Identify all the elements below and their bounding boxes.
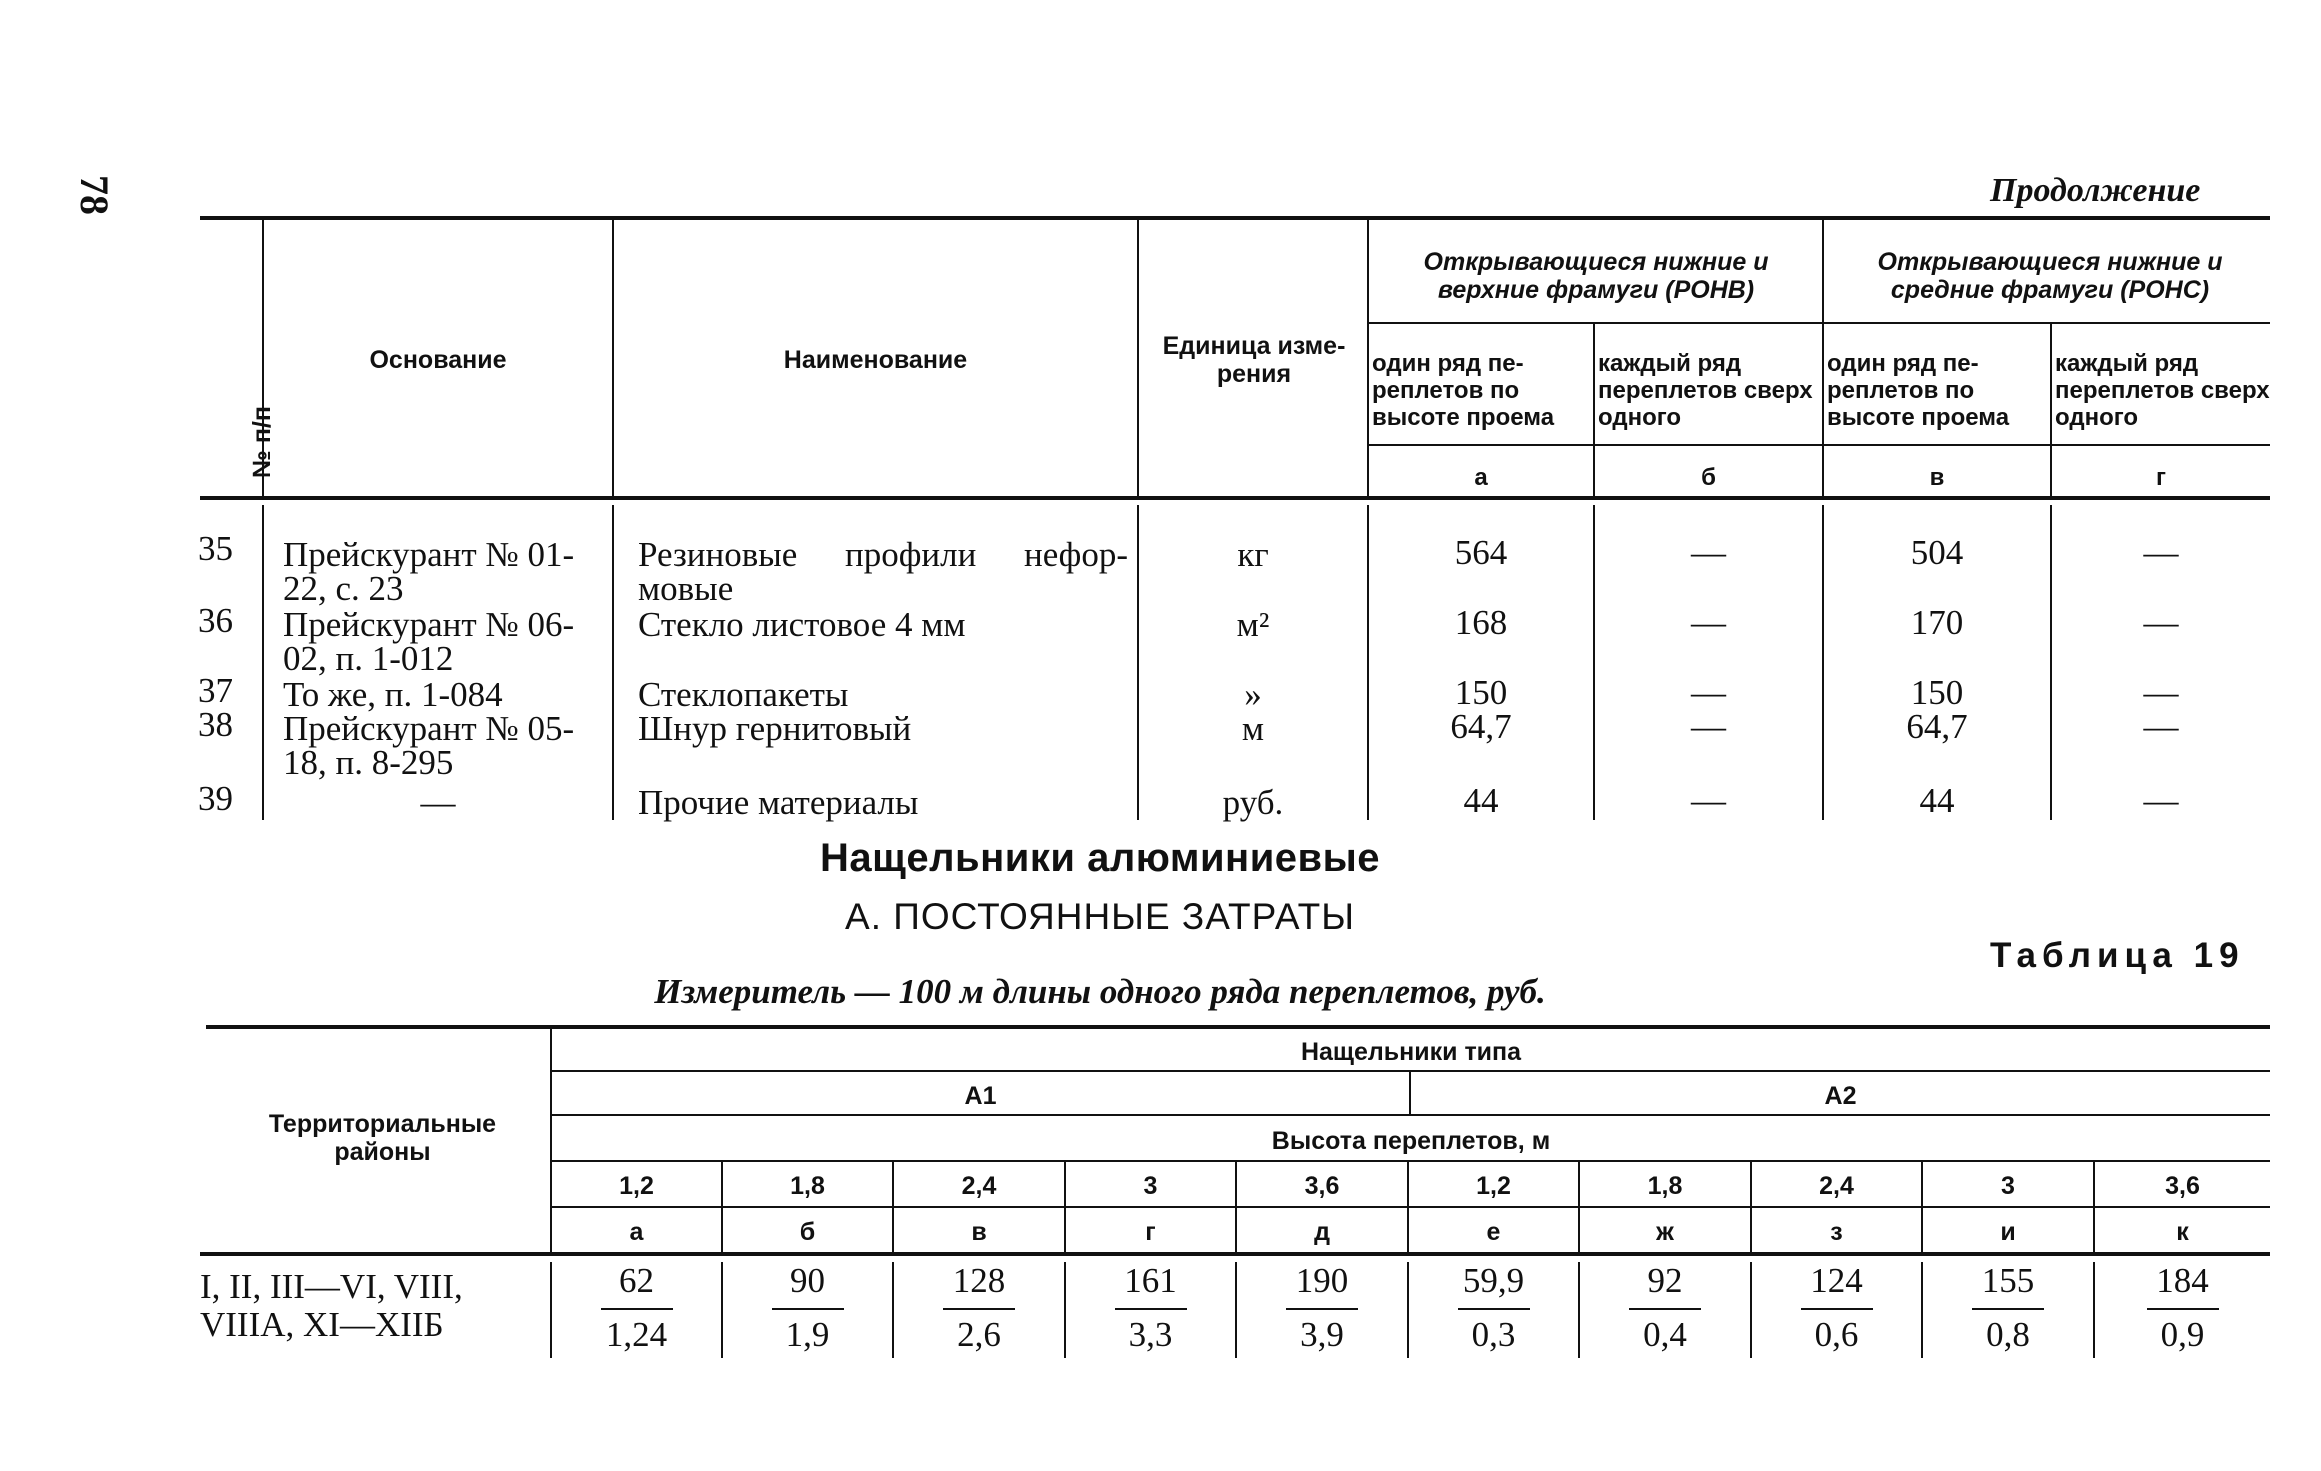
col-letter-g: г xyxy=(2156,464,2166,491)
row-name: Стеклопакеты xyxy=(638,675,849,714)
denominator: 0,3 xyxy=(1471,1315,1516,1354)
table1-header-bottom-rule xyxy=(200,496,2270,500)
table2-rule xyxy=(552,1206,2270,1208)
fraction-bar xyxy=(1801,1308,1873,1310)
row-name: Резиновые профили нефор- мовые xyxy=(638,535,1128,608)
cell-g: — xyxy=(2143,673,2179,712)
fraction-bar xyxy=(601,1308,673,1310)
row-basis: — xyxy=(420,783,456,822)
section-title: Нащельники алюминиевые xyxy=(819,836,1381,880)
row-unit: руб. xyxy=(1222,783,1284,822)
fraction-cell xyxy=(1409,1262,1578,1354)
row-name: Прочие материалы xyxy=(638,783,919,822)
fraction-cell xyxy=(2095,1262,2270,1354)
fraction-cell xyxy=(894,1262,1064,1354)
fraction-cell xyxy=(1923,1262,2093,1354)
row-number: 37 xyxy=(198,671,233,710)
row-unit: м² xyxy=(1236,605,1270,644)
fraction-bar xyxy=(1286,1308,1358,1310)
row-basis: Прейскурант № 01- 22, с. 23 xyxy=(283,535,575,608)
denominator: 1,9 xyxy=(785,1315,830,1354)
header-sub-one-row: один ряд пе- реплетов по высоте проема xyxy=(1372,350,1555,431)
header-sub-each-row: каждый ряд переплетов сверх одного xyxy=(2055,350,2270,431)
table-label: Таблица 19 xyxy=(1990,936,2245,975)
cell-a: 64,7 xyxy=(1450,707,1512,746)
numerator: 155 xyxy=(1981,1261,2035,1300)
cell-v: 150 xyxy=(1910,673,1964,712)
fraction-cell xyxy=(1580,1262,1750,1354)
table2-rule xyxy=(552,1070,2270,1072)
table1-vline xyxy=(1137,220,1139,496)
cell-v: 44 xyxy=(1919,781,1955,820)
height-value: 1,2 xyxy=(619,1172,654,1200)
fraction-cell xyxy=(1066,1262,1235,1354)
header-name: Наименование xyxy=(783,346,968,374)
header-basis: Основание xyxy=(369,346,507,374)
numerator: 90 xyxy=(790,1261,825,1300)
header-a1: А1 xyxy=(964,1082,997,1110)
header-a2: А2 xyxy=(1824,1082,1857,1110)
numerator: 190 xyxy=(1295,1261,1349,1300)
denominator: 0,6 xyxy=(1814,1315,1859,1354)
row-number: 38 xyxy=(198,705,233,744)
row-basis: То же, п. 1-084 xyxy=(283,675,503,714)
cell-b: — xyxy=(1691,707,1726,746)
table1-vline xyxy=(262,505,264,820)
col-letter-a: а xyxy=(1474,464,1488,491)
height-value: 1,8 xyxy=(1647,1172,1683,1200)
col-letter-v: в xyxy=(1929,464,1945,491)
cell-g: — xyxy=(2143,603,2179,642)
cell-b: — xyxy=(1691,673,1726,712)
col-letter: и xyxy=(2000,1218,2016,1246)
cell-g: — xyxy=(2143,533,2179,572)
height-value: 1,2 xyxy=(1476,1172,1511,1200)
denominator: 0,9 xyxy=(2160,1315,2205,1354)
col-letter: г xyxy=(1145,1218,1156,1246)
table2-rule xyxy=(552,1114,2270,1116)
row-number: 36 xyxy=(198,601,233,640)
col-letter: е xyxy=(1486,1218,1501,1246)
height-value: 3 xyxy=(2001,1172,2015,1200)
header-sub-each-row: каждый ряд переплетов сверх одного xyxy=(1598,350,1813,431)
fraction-bar xyxy=(1629,1308,1701,1310)
row-basis: Прейскурант № 05- 18, п. 8-295 xyxy=(283,709,575,782)
row-name: Стекло листовое 4 мм xyxy=(638,605,966,644)
table1-vline xyxy=(1822,220,1824,496)
cell-a: 564 xyxy=(1454,533,1508,572)
header-height: Высота переплетов, м xyxy=(1271,1127,1551,1155)
page-number: 78 xyxy=(72,175,117,215)
row-name: Шнур гернитовый xyxy=(638,709,912,748)
numerator: 184 xyxy=(2156,1261,2209,1300)
height-value: 3,6 xyxy=(1304,1172,1340,1200)
section-subtitle: А. ПОСТОЯННЫЕ ЗАТРАТЫ xyxy=(845,896,1355,937)
cell-b: — xyxy=(1691,533,1726,572)
col-letter: ж xyxy=(1656,1218,1674,1246)
height-value: 3,6 xyxy=(2165,1172,2200,1200)
fraction-bar xyxy=(943,1308,1015,1310)
cell-a: 150 xyxy=(1454,673,1508,712)
table2-rule xyxy=(552,1160,2270,1162)
row-unit: » xyxy=(1244,675,1262,714)
numerator: 62 xyxy=(619,1261,654,1300)
cell-b: — xyxy=(1691,781,1726,820)
cell-v: 170 xyxy=(1910,603,1964,642)
col-letter: а xyxy=(629,1218,644,1246)
table1-group-rule xyxy=(1369,322,2270,324)
header-group-ronv: Открывающиеся нижние и верхние фрамуги (РОНВ) xyxy=(1423,248,1769,304)
numerator: 59,9 xyxy=(1462,1261,1525,1300)
col-letter-b: б xyxy=(1701,464,1716,491)
denominator: 3,9 xyxy=(1300,1315,1344,1354)
measure-caption: Измеритель — 100 м длины одного ряда переплетов, руб. xyxy=(654,972,1546,1011)
row-number: 39 xyxy=(198,779,233,818)
region-label: I, II, III—VI, VIII, VIIIA, XI—XIIБ xyxy=(200,1267,463,1344)
fraction-bar xyxy=(2147,1308,2219,1310)
height-value: 1,8 xyxy=(790,1172,825,1200)
cell-v: 504 xyxy=(1910,533,1964,572)
row-unit: кг xyxy=(1237,535,1269,574)
header-group-rons: Открывающиеся нижние и средние фрамуги (РОНС) xyxy=(1877,248,2223,304)
fraction-bar xyxy=(1972,1308,2044,1310)
numerator: 128 xyxy=(952,1261,1006,1300)
table2-header-bottom-rule xyxy=(200,1252,2270,1256)
cell-g: — xyxy=(2143,781,2179,820)
fraction-bar xyxy=(1458,1308,1530,1310)
fraction-cell xyxy=(552,1262,721,1354)
denominator: 2,6 xyxy=(957,1315,1001,1354)
height-value: 2,4 xyxy=(1819,1172,1854,1200)
numerator: 124 xyxy=(1810,1261,1863,1300)
denominator: 1,24 xyxy=(605,1315,668,1354)
table1-vline xyxy=(1367,220,1369,496)
table1-sub-rule xyxy=(1369,444,2270,446)
col-letter: к xyxy=(2176,1218,2189,1246)
numerator: 161 xyxy=(1124,1261,1177,1300)
row-number: 35 xyxy=(198,529,233,568)
table2-top-rule xyxy=(206,1025,2270,1029)
row-basis: Прейскурант № 06- 02, п. 1-012 xyxy=(283,605,575,678)
fraction-bar xyxy=(772,1308,844,1310)
col-letter: в xyxy=(971,1218,987,1246)
denominator: 0,4 xyxy=(1643,1315,1687,1354)
height-value: 2,4 xyxy=(961,1172,997,1200)
fraction-bar xyxy=(1115,1308,1187,1310)
header-number: № п/п xyxy=(248,406,276,478)
col-letter: з xyxy=(1830,1218,1843,1246)
cell-a: 44 xyxy=(1463,781,1499,820)
cell-b: — xyxy=(1691,603,1726,642)
header-unit: Единица изме- рения xyxy=(1162,332,1346,388)
continuation-label: Продолжение xyxy=(1990,172,2201,209)
table1-top-rule xyxy=(200,216,2270,220)
fraction-cell xyxy=(1237,1262,1407,1354)
header-sub-one-row: один ряд пе- реплетов по высоте проема xyxy=(1827,350,2010,431)
denominator: 0,8 xyxy=(1986,1315,2030,1354)
header-regions: Территориальные районы xyxy=(268,1110,497,1166)
cell-g: — xyxy=(2143,707,2179,746)
height-value: 3 xyxy=(1143,1172,1158,1200)
numerator: 92 xyxy=(1647,1261,1683,1300)
denominator: 3,3 xyxy=(1128,1315,1173,1354)
header-strip-type: Нащельники типа xyxy=(1300,1038,1522,1066)
cell-v: 64,7 xyxy=(1906,707,1968,746)
col-letter: б xyxy=(799,1218,816,1246)
col-letter: д xyxy=(1314,1218,1330,1246)
fraction-cell xyxy=(723,1262,892,1354)
row-unit: м xyxy=(1241,709,1265,748)
fraction-cell xyxy=(1752,1262,1921,1354)
cell-a: 168 xyxy=(1454,603,1508,642)
